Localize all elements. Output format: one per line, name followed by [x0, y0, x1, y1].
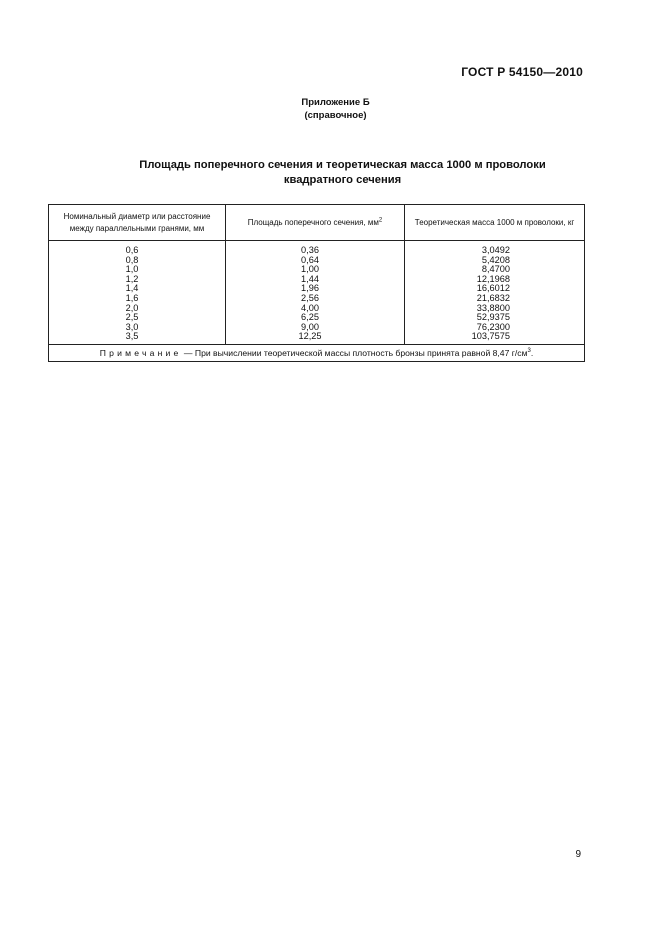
table-cell: 12,1968: [476, 273, 510, 284]
page-number: 9: [575, 849, 581, 860]
table-cell: 3,5: [125, 331, 139, 342]
document-code: ГОСТ Р 54150—2010: [461, 65, 583, 79]
table-note: [49, 344, 585, 361]
table-header-row: [49, 205, 585, 241]
header-cross-section-area: [226, 205, 405, 241]
table-cell: 52,9375: [476, 312, 510, 323]
table-cell: 3,0: [125, 321, 139, 332]
table-cell: 2,56: [301, 292, 319, 303]
column-cross-section-area: [226, 241, 405, 345]
table-cell: 16,6012: [476, 283, 510, 294]
appendix-heading: [0, 96, 661, 122]
note-label: Примечание: [99, 347, 182, 358]
table-cell: 76,2300: [476, 321, 510, 332]
table-cell: 103,7575: [471, 331, 510, 342]
table-note-row: [49, 344, 585, 361]
appendix-subtitle: (справочное): [304, 110, 367, 121]
table-cell: 8,4700: [481, 264, 510, 275]
note-text: — При вычислении теоретической массы плотность бронзы принята равной 8,47 г/см: [181, 347, 528, 358]
table-cell: 21,6832: [476, 292, 510, 303]
table-title-line-1: Площадь поперечного сечения и теоретическая масса 1000 м проволоки: [139, 159, 546, 171]
table-cell: 1,00: [301, 264, 319, 275]
appendix-title: Приложение Б: [301, 97, 370, 108]
table-cell: 6,25: [301, 312, 319, 323]
header-area-unit-superscript: 2: [378, 216, 383, 223]
table-cell: 0,6: [125, 245, 139, 255]
table-cell: 0,36: [301, 245, 319, 255]
note-end: .: [530, 347, 534, 358]
column-nominal-diameter: [49, 241, 226, 345]
note-unit-superscript: 3: [527, 348, 531, 355]
table-cell: 1,4: [125, 283, 139, 294]
table-cell: 0,64: [301, 254, 319, 265]
table-cell: 1,96: [301, 283, 319, 294]
table-title-line-2: квадратного сечения: [283, 174, 402, 186]
table-cell: 3,0492: [481, 245, 510, 255]
table-cell: 4,00: [301, 302, 319, 313]
table-values-row: [49, 241, 585, 345]
table-cell: 2,0: [125, 302, 139, 313]
table-cell: 33,8800: [476, 302, 510, 313]
table-cell: 5,4208: [481, 254, 510, 265]
header-nominal-diameter: Номинальный диаметр или расстояние между параллельными гранями, мм: [49, 205, 226, 241]
table-cell: 0,8: [125, 254, 139, 265]
table-title: [0, 158, 661, 188]
table-cell: 9,00: [301, 321, 319, 332]
table-cell: 1,2: [125, 273, 139, 284]
column-theoretical-mass: [405, 241, 585, 345]
table-cell: 1,6: [125, 292, 139, 303]
table-cell: 2,5: [125, 312, 139, 323]
table-cell: 12,25: [298, 331, 322, 342]
table-cell: 1,44: [301, 273, 319, 284]
table-cell: 1,0: [125, 264, 139, 275]
data-table: [48, 204, 585, 362]
header-cross-section-area-text: Площадь поперечного сечения, мм: [247, 217, 379, 227]
header-theoretical-mass: Теоретическая масса 1000 м проволоки, кг: [405, 205, 585, 241]
